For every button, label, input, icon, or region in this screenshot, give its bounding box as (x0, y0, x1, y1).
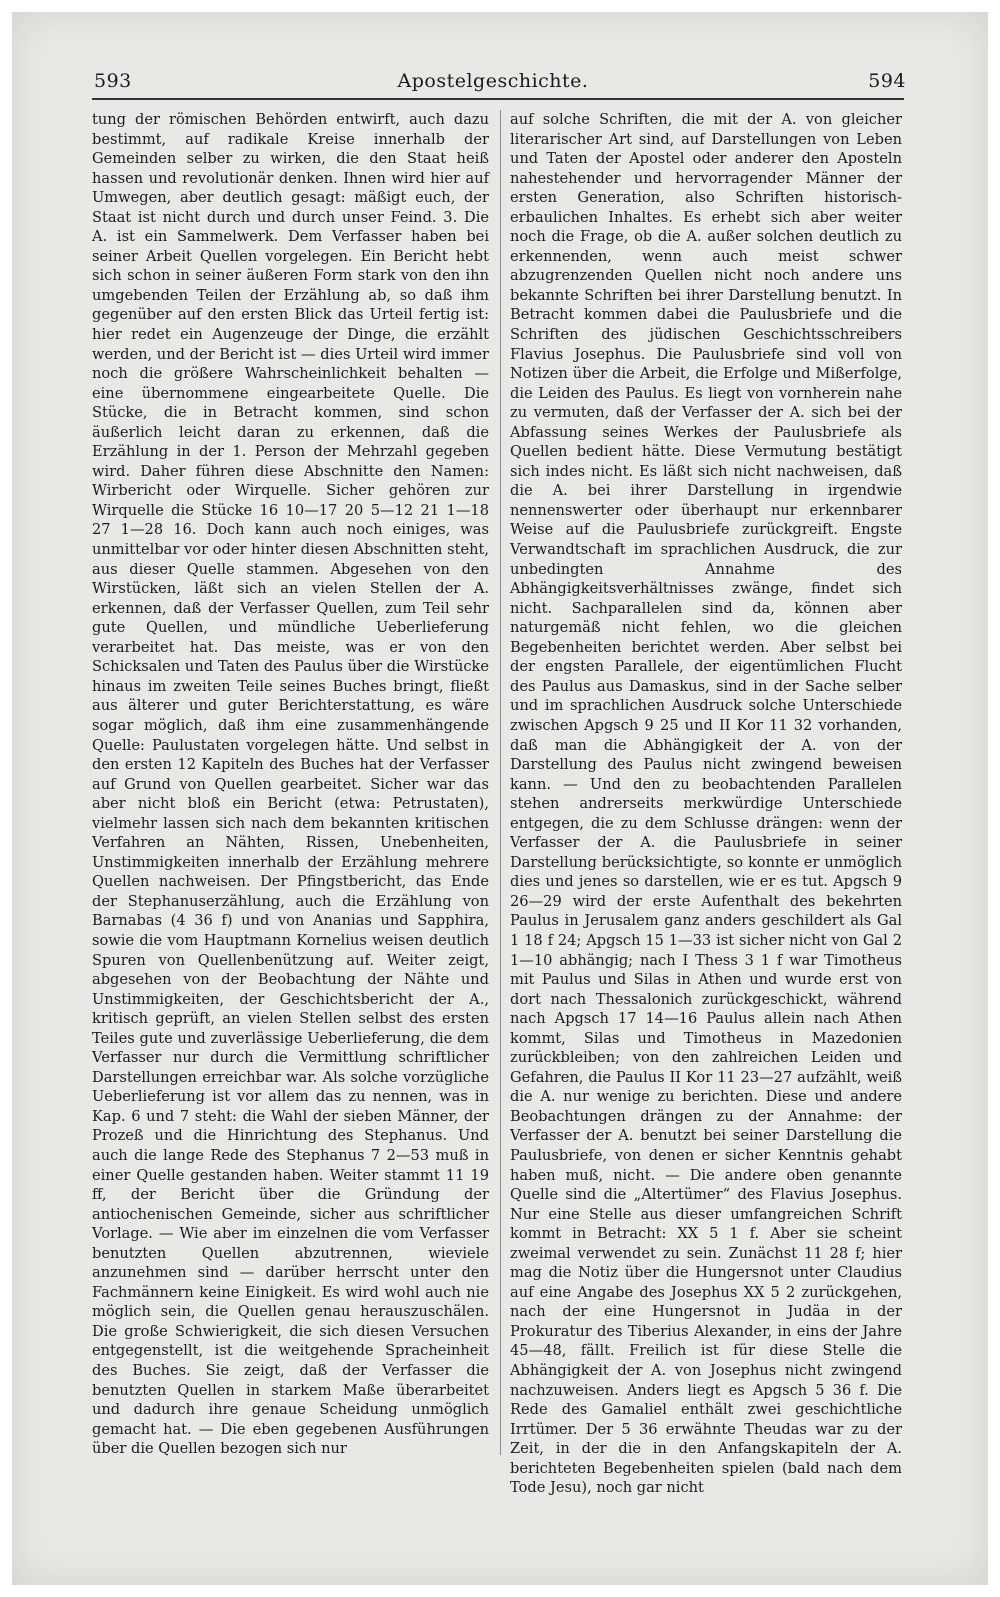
page-header (80, 70, 906, 106)
header-rule (92, 98, 904, 100)
page-number-right: 594 (868, 70, 906, 92)
left-column-text: tung der römischen Behörden entwirft, auch dazu bestimmt, auf radikale Kreise innerhalb der Gemeinden selber zu wirken, die den Staat heiß hassen und revolutionär denken. Ihnen wird hier auf Umwegen, aber deutlich gesagt: mäßigt euch, der Staat ist nicht durch und durch unser Feind. 3. Die A. ist ein Sammelwerk. Dem Verfasser haben bei seiner Arbeit Quellen vorgelegen. Ein Bericht hebt sich schon in seiner äußeren Form stark von den ihn umgebenden Teilen der Erzählung ab, so daß ihm gegenüber auf den ersten Blick das Urteil fertig ist: hier redet ein Augenzeuge der Dinge, die erzählt werden, und der Bericht ist — dies Urteil wird immer noch die größere Wahrscheinlichkeit behalten — eine übernommene eingearbeitete Quelle. Die Stücke, die in Betracht kommen, sind schon äußerlich leicht daran zu erkennen, daß die Erzählung in der 1. Person der Mehrzahl gegeben wird. Daher führen diese Abschnitte den Namen: Wirbericht oder Wirquelle. Sicher gehören zur Wirquelle die Stücke 16 10—17 20 5—12 21 1—18 27 1—28 16. Doch kann auch noch einiges, was unmittelbar vor oder hinter diesen Abschnitten steht, aus dieser Quelle stammen. Abgesehen von den Wirstücken, läßt sich an vielen Stellen der A. erkennen, daß der Verfasser Quellen, zum Teil sehr gute Quellen, und mündliche Ueberlieferung verarbeitet hat. Das meiste, was er von den Schicksalen und Taten des Paulus über die Wirstücke hinaus im zweiten Teile seines Buches bringt, fließt aus älterer und guter Berichterstattung, es wäre sogar möglich, daß ihm eine zusammenhängende Quelle: Paulustaten vorgelegen hätte. Und selbst in den ersten 12 Kapiteln des Buches hat der Verfasser auf Grund von Quellen gearbeitet. Sicher war das aber nicht bloß ein Bericht (etwa: Petrustaten), vielmehr lassen sich nach dem bekannten kritischen Verfahren an Nähten, Rissen, Unebenheiten, Unstimmigkeiten innerhalb der Erzählung mehrere Quellen nachweisen. Der Pfingstbericht, das Ende der Stephanuserzählung, auch die Erzählung von Barnabas (4 36 f) und von Ananias und Sapphira, sowie die vom Hauptmann Kornelius weisen deutlich Spuren von Quellenbenützung auf. Weiter zeigt, abgesehen von der Beobachtung der Nähte und Unstimmigkeiten, der Geschichtsbericht der A., kritisch geprüft, an vielen Stellen selbst des ersten Teiles gute und zuverlässige Ueberlieferung, die dem Verfasser nur durch die Vermittlung schriftlicher Darstellungen erreichbar war. Als solche vorzügliche Ueberlieferung ist vor allem das zu nennen, was in Kap. 6 und 7 steht: die Wahl der sieben Männer, der Prozeß und die Hinrichtung des Stephanus. Und auch die lange Rede des Stephanus 7 2—53 muß in einer Quelle gestanden haben. Weiter stammt 11 19 ff, der Bericht über die Gründung der antiochenischen Gemeinde, sicher aus schriftlicher Vorlage. — Wie aber im einzelnen die vom Verfasser benutzten Quellen abzutrennen, wieviele anzunehmen sind — darüber herrscht unter den Fachmännern keine Einigkeit. Es wird wohl auch nie möglich sein, die Quellen genau herauszuschälen. Die große Schwierigkeit, die sich diesen Versuchen entgegenstellt, ist die weitgehende Spracheinheit des Buches. Sie zeigt, daß der Verfasser die benutzten Quellen in starkem Maße überarbeitet und dadurch ihre genaue Scheidung unmöglich gemacht hat. — Die eben gegebenen Ausführungen über die Quellen bezogen sich nur (92, 111, 489, 1458)
right-column (510, 110, 902, 1498)
column-separator (500, 110, 501, 1455)
page-number-left: 593 (94, 70, 132, 92)
left-column (92, 110, 489, 1459)
running-title: Apostelgeschichte. (397, 70, 589, 92)
right-column-text: auf solche Schriften, die mit der A. von gleicher literarischer Art sind, auf Darstellungen von Leben und Taten der Apostel oder anderer den Aposteln nahestehender und hervorragender Männer der ersten Generation, also Schriften historisch-erbaulichen Inhaltes. Es erhebt sich aber weiter noch die Frage, ob die A. außer solchen deutlich zu erkennenden, wenn auch meist schwer abzugrenzenden Quellen nicht noch andere uns bekannte Schriften bei ihrer Darstellung benutzt. In Betracht kommen dabei die Paulusbriefe und die Schriften des jüdischen Geschichtsschreibers Flavius Josephus. Die Paulusbriefe sind voll von Notizen über die Arbeit, die Erfolge und Mißerfolge, die Leiden des Paulus. Es liegt von vornherein nahe zu vermuten, daß der Verfasser der A. sich bei der Abfassung seines Werkes der Paulusbriefe als Quellen bedient hätte. Diese Vermutung bestätigt sich indes nicht. Es läßt sich nicht nachweisen, daß die A. bei ihrer Darstellung in irgendwie nennenswerter oder überhaupt nur erkennbarer Weise auf die Paulusbriefe zurückgreift. Engste Verwandtschaft im sprachlichen Ausdruck, die zur unbedingten Annahme des Abhängigkeitsverhältnisses zwänge, findet sich nicht. Sachparallelen sind da, können aber naturgemäß nicht fehlen, wo die gleichen Begebenheiten berichtet werden. Aber selbst bei der engsten Parallele, der eigentümlichen Flucht des Paulus aus Damaskus, sind in der Sache selber und im sprachlichen Ausdruck solche Unterschiede zwischen Apgsch 9 25 und II Kor 11 32 vorhanden, daß man die Abhängigkeit der A. von der Darstellung des Paulus nicht zwingend beweisen kann. — Und den zu beobachtenden Parallelen stehen andrerseits merkwürdige Unterschiede entgegen, die zu dem Schlusse drängen: wenn der Verfasser der A. die Paulusbriefe in seiner Darstellung berücksichtigte, so konnte er unmöglich dies und jenes so darstellen, wie er es tut. Apgsch 9 26—29 wird der erste Aufenthalt des bekehrten Paulus in Jerusalem ganz anders geschildert als Gal 1 18 f 24; Apgsch 15 1—33 ist sicher nicht von Gal 2 1—10 abhängig; nach I Thess 3 1 f war Timotheus mit Paulus und Silas in Athen und wurde erst von dort nach Thessalonich zurückgeschickt, während nach Apgsch 17 14—16 Paulus allein nach Athen kommt, Silas und Timotheus in Mazedonien zurückbleiben; von den zahlreichen Leiden und Gefahren, die Paulus II Kor 11 23—27 aufzählt, weiß die A. nur wenige zu berichten. Diese und andere Beobachtungen drängen zu der Annahme: der Verfasser der A. benutzt bei seiner Darstellung die Paulusbriefe, von denen er sicher Kenntnis gehabt haben muß, nicht. — Die andere oben genannte Quelle sind die „Altertümer“ des Flavius Josephus. Nur eine Stelle aus dieser umfangreichen Schrift kommt in Betracht: XX 5 1 f. Aber sie scheint zweimal verwendet zu sein. Zunächst 11 28 f; hier mag die Notiz über die Hungersnot unter Claudius auf eine Angabe des Josephus XX 5 2 zurückgehen, nach der eine Hungersnot in Judäa in der Prokuratur des Tiberius Alexander, in eins der Jahre 45—48, fällt. Freilich ist für diese Stelle die Abhängigkeit der A. von Josephus nicht zwingend nachzuweisen. Anders liegt es Apgsch 5 36 f. Die Rede des Gamaliel enthält zwei geschichtliche Irrtümer. Der 5 36 erwähnte Theudas war zu der Zeit, in der die in den Anfangskapiteln der A. berichteten Begebenheiten spielen (bald nach dem Tode Jesu), noch gar nicht (510, 111, 902, 1497)
